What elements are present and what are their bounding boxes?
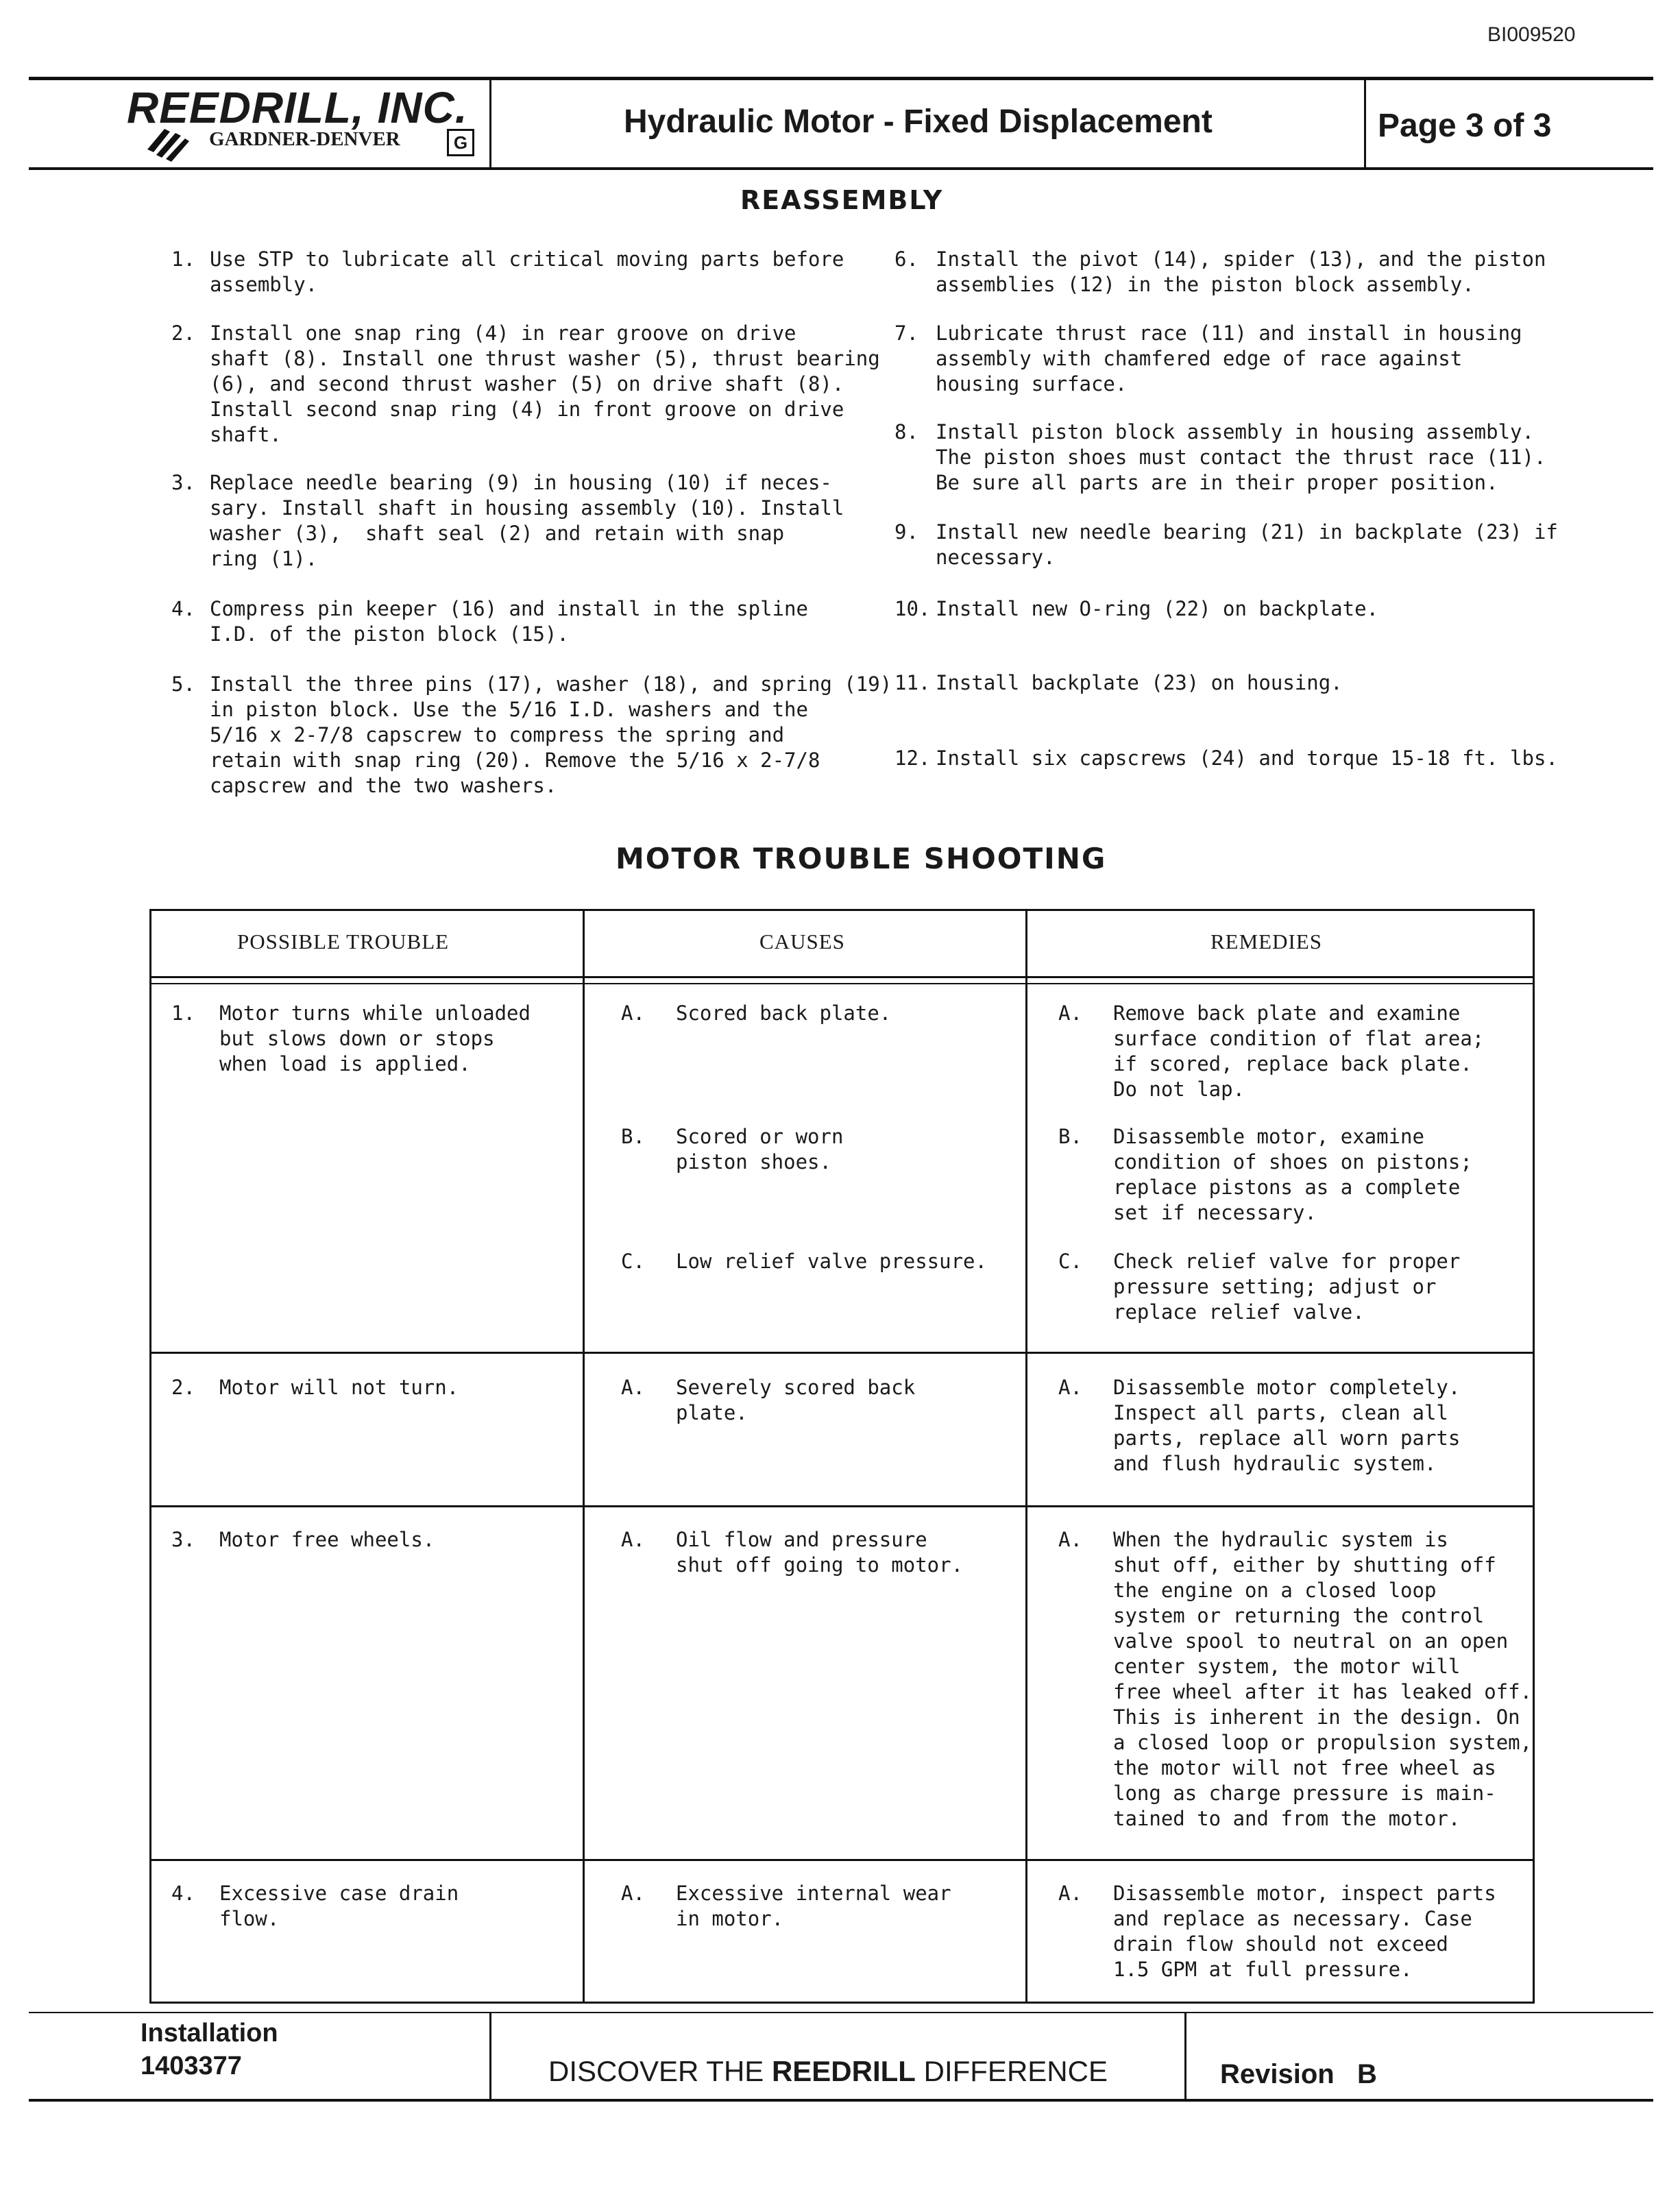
step-number: 1. bbox=[171, 247, 195, 271]
remedy-letter: A. bbox=[1058, 1376, 1082, 1399]
footer-installation-label: Installation bbox=[141, 2019, 278, 2047]
text-line: when load is applied. bbox=[219, 1052, 471, 1075]
header-divider-1 bbox=[489, 80, 491, 169]
trouble-text bbox=[219, 1001, 531, 1077]
step-text bbox=[936, 596, 1378, 622]
trouble-text bbox=[219, 1881, 459, 1932]
text-line: I.D. of the piston block (15). bbox=[210, 622, 569, 646]
page-number: Page 3 of 3 bbox=[1378, 108, 1552, 144]
step-number: 8. bbox=[894, 420, 918, 443]
trouble-number: 3. bbox=[171, 1528, 195, 1551]
trouble-number: 2. bbox=[171, 1376, 195, 1399]
text-line: set if necessary. bbox=[1113, 1201, 1317, 1224]
step-number: 3. bbox=[171, 471, 195, 494]
text-line: Disassemble motor, examine bbox=[1113, 1125, 1424, 1148]
text-line: Use STP to lubricate all critical moving parts before bbox=[210, 247, 844, 271]
step-number: 7. bbox=[894, 321, 918, 345]
text-line: capscrew and the two washers. bbox=[210, 774, 557, 797]
text-line: Scored back plate. bbox=[676, 1001, 892, 1025]
text-line: washer (3), shaft seal (2) and retain with snap bbox=[210, 522, 785, 545]
text-line: Compress pin keeper (16) and install in the spline bbox=[210, 597, 808, 620]
text-line: Install new needle bearing (21) in backplate (23) if bbox=[936, 520, 1558, 544]
table-header-rule bbox=[149, 976, 1534, 978]
footer-divider-2 bbox=[1184, 2013, 1186, 2100]
remedy-text bbox=[1113, 1249, 1460, 1325]
text-line: Inspect all parts, clean all bbox=[1113, 1401, 1448, 1424]
text-line: (6), and second thrust washer (5) on drive shaft (8). bbox=[210, 372, 844, 396]
text-line: The piston shoes must contact the thrust race (11). bbox=[936, 446, 1546, 469]
text-line: Be sure all parts are in their proper position. bbox=[936, 471, 1498, 494]
sub-brand-name: GARDNER-DENVER bbox=[209, 128, 400, 150]
text-line: assembly with chamfered edge of race against bbox=[936, 347, 1463, 370]
text-line: Motor turns while unloaded bbox=[219, 1001, 531, 1025]
text-line: Severely scored back bbox=[676, 1376, 916, 1399]
brand-name: REEDRILL, INC. bbox=[127, 83, 468, 132]
text-line: long as charge pressure is main- bbox=[1113, 1782, 1496, 1805]
text-line: assembly. bbox=[210, 273, 318, 296]
text-line: condition of shoes on pistons; bbox=[1113, 1150, 1472, 1174]
step-text bbox=[210, 470, 844, 572]
text-line: Check relief valve for proper bbox=[1113, 1250, 1461, 1273]
column-header-remedies: REMEDIES bbox=[1210, 929, 1322, 953]
text-line: drain flow should not exceed bbox=[1113, 1932, 1448, 1956]
text-line: pressure setting; adjust or bbox=[1113, 1275, 1437, 1298]
text-line: necessary. bbox=[936, 546, 1056, 569]
step-text bbox=[210, 596, 808, 647]
text-line: Remove back plate and examine bbox=[1113, 1001, 1461, 1025]
document-title: Hydraulic Motor - Fixed Displacement bbox=[624, 104, 1213, 140]
text-line: replace relief valve. bbox=[1113, 1300, 1365, 1324]
text-line: in motor. bbox=[676, 1907, 784, 1930]
table-right-border bbox=[1533, 909, 1535, 2004]
text-line: free wheel after it has leaked off. bbox=[1113, 1680, 1533, 1703]
footer-bottom-rule bbox=[29, 2099, 1653, 2102]
header-divider-2 bbox=[1364, 80, 1366, 169]
remedy-text bbox=[1113, 1001, 1484, 1102]
text-line: shaft. bbox=[210, 423, 282, 446]
footer-top-rule bbox=[29, 2012, 1653, 2013]
remedy-letter: C. bbox=[1058, 1250, 1082, 1273]
trouble-number: 4. bbox=[171, 1882, 195, 1905]
cause-text bbox=[676, 1527, 963, 1578]
text-line: Disassemble motor, inspect parts bbox=[1113, 1882, 1496, 1905]
step-number: 12. bbox=[894, 746, 931, 770]
text-line: Install piston block assembly in housing assembly. bbox=[936, 420, 1534, 443]
table-col-divider-2 bbox=[1025, 909, 1027, 2004]
text-line: Install the three pins (17), washer (18), and spring (19) bbox=[210, 672, 892, 696]
text-line: tained to and from the motor. bbox=[1113, 1807, 1461, 1830]
cause-text bbox=[676, 1881, 951, 1932]
step-text bbox=[210, 247, 844, 297]
table-col-divider-1 bbox=[583, 909, 585, 2004]
text-line: Install the pivot (14), spider (13), and the piston bbox=[936, 247, 1546, 271]
text-line: but slows down or stops bbox=[219, 1027, 495, 1050]
step-text bbox=[936, 520, 1558, 570]
table-row-rule-3 bbox=[149, 1859, 1534, 1861]
text-line: shaft (8). Install one thrust washer (5), thrust bearing bbox=[210, 347, 880, 370]
text-line: in piston block. Use the 5/16 I.D. washers and the bbox=[210, 698, 808, 721]
footer-divider-1 bbox=[489, 2013, 491, 2100]
text-line: the motor will not free wheel as bbox=[1113, 1756, 1496, 1779]
column-header-causes: CAUSES bbox=[759, 929, 845, 953]
cause-letter: A. bbox=[621, 1882, 645, 1905]
text-line: Motor free wheels. bbox=[219, 1528, 435, 1551]
gardner-denver-mark: G bbox=[447, 129, 474, 156]
tagline-brand: REEDRILL bbox=[771, 2055, 916, 2087]
text-line: sary. Install shaft in housing assembly (10). Install bbox=[210, 496, 844, 520]
text-line: a closed loop or propulsion system, bbox=[1113, 1731, 1533, 1754]
cause-letter: B. bbox=[621, 1125, 645, 1148]
text-line: replace pistons as a complete bbox=[1113, 1176, 1461, 1199]
cause-text bbox=[676, 1124, 843, 1175]
text-line: Oil flow and pressure bbox=[676, 1528, 927, 1551]
text-line: Replace needle bearing (9) in housing (10) if neces- bbox=[210, 471, 832, 494]
text-line: Disassemble motor completely. bbox=[1113, 1376, 1461, 1399]
cause-text bbox=[676, 1249, 987, 1274]
remedy-letter: A. bbox=[1058, 1882, 1082, 1905]
remedy-letter: A. bbox=[1058, 1001, 1082, 1025]
text-line: the engine on a closed loop bbox=[1113, 1579, 1437, 1602]
text-line: Install new O-ring (22) on backplate. bbox=[936, 597, 1379, 620]
step-text bbox=[936, 321, 1522, 397]
header-bottom-rule bbox=[29, 167, 1653, 170]
step-number: 6. bbox=[894, 247, 918, 271]
text-line: shut off going to motor. bbox=[676, 1553, 964, 1577]
text-line: Motor will not turn. bbox=[219, 1376, 459, 1399]
footer-revision: Revision B bbox=[1220, 2059, 1377, 2089]
step-text bbox=[936, 247, 1546, 297]
document-id: BI009520 bbox=[1487, 23, 1576, 46]
text-line: piston shoes. bbox=[676, 1150, 831, 1174]
trouble-text bbox=[219, 1527, 435, 1553]
text-line: shut off, either by shutting off bbox=[1113, 1553, 1496, 1577]
footer-tagline bbox=[548, 2055, 1108, 2088]
cause-letter: A. bbox=[621, 1001, 645, 1025]
text-line: flow. bbox=[219, 1907, 280, 1930]
text-line: Install second snap ring (4) in front groove on drive bbox=[210, 398, 844, 421]
text-line: plate. bbox=[676, 1401, 748, 1424]
reassembly-title: REASSEMBLY bbox=[740, 185, 944, 215]
text-line: Do not lap. bbox=[1113, 1078, 1245, 1101]
column-header-possible-trouble: POSSIBLE TROUBLE bbox=[237, 929, 450, 953]
cause-text bbox=[676, 1375, 915, 1426]
text-line: retain with snap ring (20). Remove the 5/16 x 2-7/8 bbox=[210, 749, 820, 772]
text-line: housing surface. bbox=[936, 372, 1128, 396]
text-line: parts, replace all worn parts bbox=[1113, 1426, 1461, 1450]
text-line: Install one snap ring (4) in rear groove on drive bbox=[210, 321, 796, 345]
step-number: 10. bbox=[894, 597, 931, 620]
table-header-rule-2 bbox=[149, 983, 1534, 984]
troubleshooting-title: MOTOR TROUBLE SHOOTING bbox=[616, 842, 1107, 875]
step-number: 11. bbox=[894, 671, 931, 694]
step-number: 5. bbox=[171, 672, 195, 696]
text-line: and replace as necessary. Case bbox=[1113, 1907, 1472, 1930]
table-left-border bbox=[149, 909, 151, 2004]
remedy-text bbox=[1113, 1881, 1496, 1982]
text-line: if scored, replace back plate. bbox=[1113, 1052, 1472, 1075]
tagline-suffix: DIFFERENCE bbox=[915, 2055, 1108, 2087]
text-line: 5/16 x 2-7/8 capscrew to compress the spring and bbox=[210, 723, 785, 746]
table-row-rule-2 bbox=[149, 1505, 1534, 1507]
text-line: Low relief valve pressure. bbox=[676, 1250, 987, 1273]
step-number: 9. bbox=[894, 520, 918, 544]
table-row-rule-1 bbox=[149, 1352, 1534, 1354]
remedy-letter: B. bbox=[1058, 1125, 1082, 1148]
trouble-number: 1. bbox=[171, 1001, 195, 1025]
text-line: Excessive case drain bbox=[219, 1882, 459, 1905]
remedy-letter: A. bbox=[1058, 1528, 1082, 1551]
text-line: 1.5 GPM at full pressure. bbox=[1113, 1958, 1413, 1981]
text-line: Install six capscrews (24) and torque 15-18 ft. lbs. bbox=[936, 746, 1558, 770]
text-line: Lubricate thrust race (11) and install in housing bbox=[936, 321, 1522, 345]
cause-letter: C. bbox=[621, 1250, 645, 1273]
step-text bbox=[210, 321, 880, 448]
table-bottom-border bbox=[149, 2002, 1534, 2004]
remedy-text bbox=[1113, 1375, 1460, 1476]
header-top-rule bbox=[29, 77, 1653, 80]
tagline-prefix: DISCOVER THE bbox=[548, 2055, 772, 2087]
step-text bbox=[936, 670, 1343, 696]
text-line: When the hydraulic system is bbox=[1113, 1528, 1448, 1551]
text-line: surface condition of flat area; bbox=[1113, 1027, 1485, 1050]
text-line: Install backplate (23) on housing. bbox=[936, 671, 1343, 694]
trouble-text bbox=[219, 1375, 459, 1400]
remedy-text bbox=[1113, 1527, 1532, 1832]
table-top-border bbox=[149, 909, 1534, 911]
text-line: This is inherent in the design. On bbox=[1113, 1705, 1520, 1729]
step-text bbox=[936, 420, 1546, 496]
footer-part-number: 1403377 bbox=[141, 2052, 242, 2080]
cause-letter: A. bbox=[621, 1376, 645, 1399]
text-line: valve spool to neutral on an open bbox=[1113, 1629, 1509, 1653]
remedy-text bbox=[1113, 1124, 1472, 1226]
text-line: ring (1). bbox=[210, 547, 318, 570]
step-number: 4. bbox=[171, 597, 195, 620]
cause-letter: A. bbox=[621, 1528, 645, 1551]
text-line: assemblies (12) in the piston block assembly. bbox=[936, 273, 1474, 296]
text-line: Scored or worn bbox=[676, 1125, 844, 1148]
cause-text bbox=[676, 1001, 891, 1026]
footer-installation bbox=[141, 2017, 278, 2082]
text-line: system or returning the control bbox=[1113, 1604, 1485, 1627]
step-text bbox=[210, 672, 892, 799]
step-text bbox=[936, 746, 1558, 771]
text-line: center system, the motor will bbox=[1113, 1655, 1461, 1678]
text-line: Excessive internal wear bbox=[676, 1882, 951, 1905]
text-line: and flush hydraulic system. bbox=[1113, 1452, 1437, 1475]
step-number: 2. bbox=[171, 321, 195, 345]
